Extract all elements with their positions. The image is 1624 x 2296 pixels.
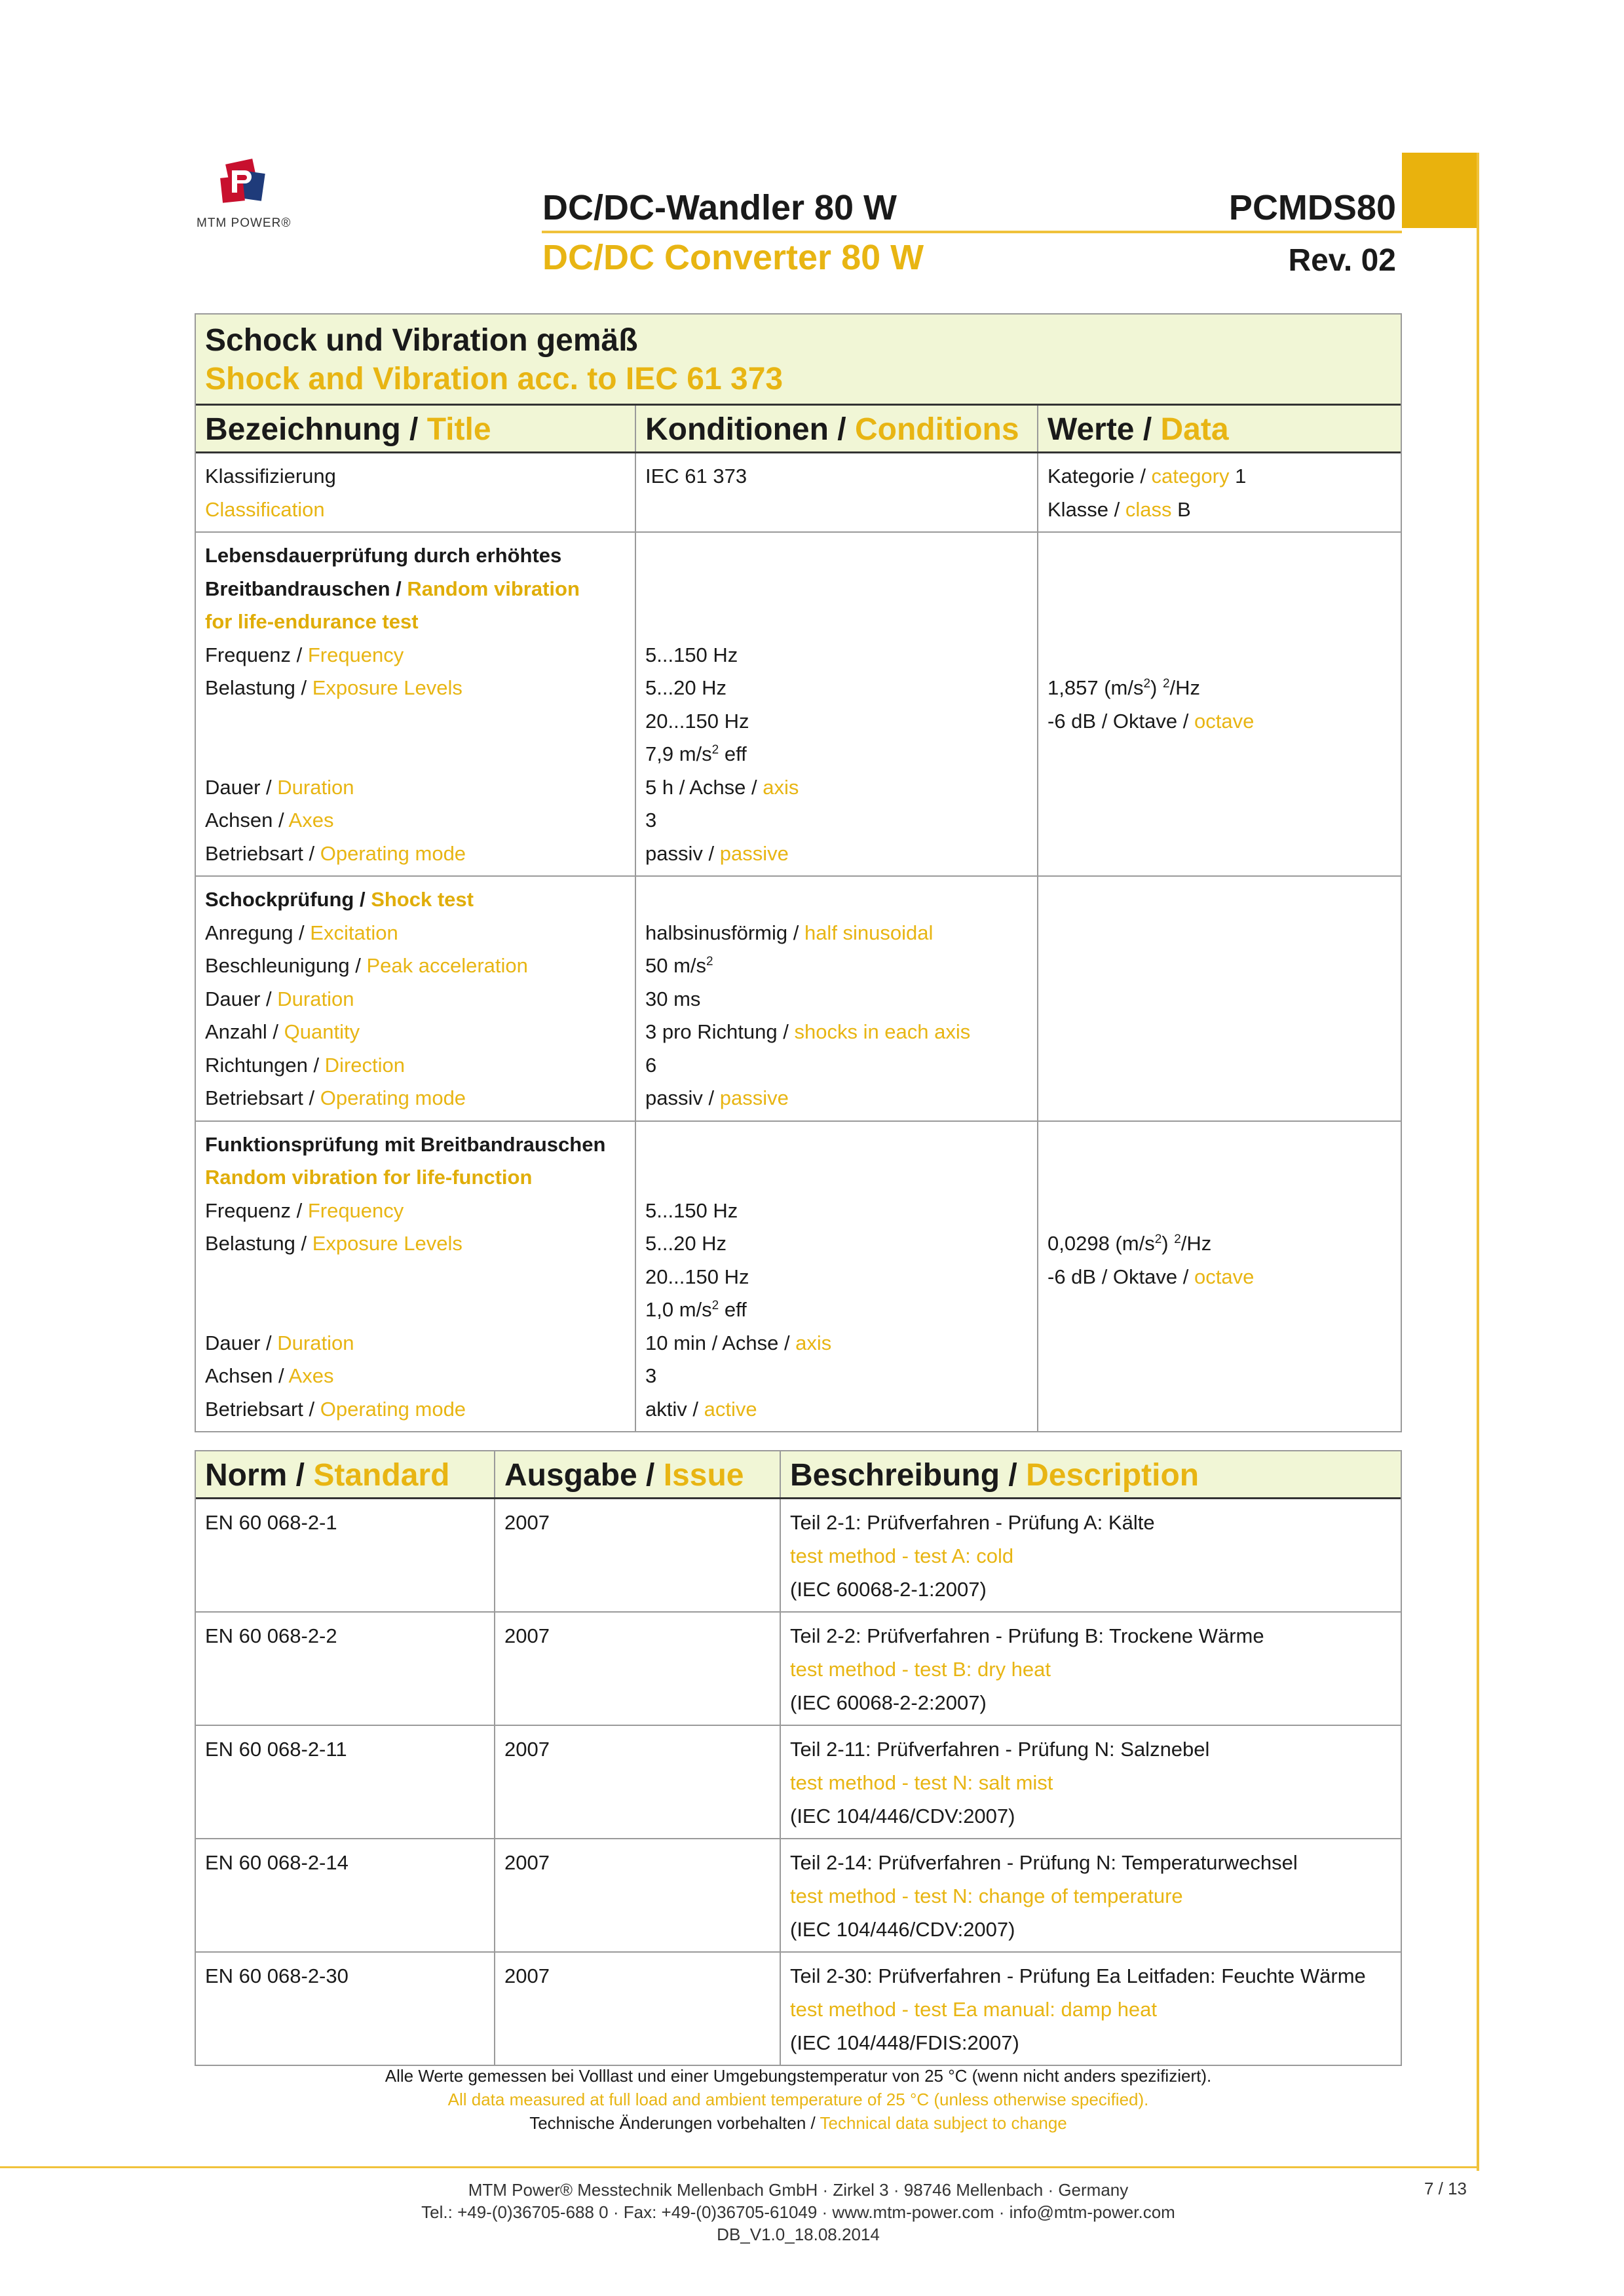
issue-cell: 2007 — [495, 1839, 780, 1952]
revision-label: Rev. 02 — [1288, 243, 1396, 278]
function-test-label-cell: Funktionsprüfung mit Breitbandrauschen Random vibration for life-function Frequenz / Frequency Belastung / Exposure Levels Dauer / Duration Achsen / Axes Betriebsart / Operating mode — [196, 1121, 635, 1432]
issue-cell: 2007 — [495, 1952, 780, 2065]
table-row — [196, 1612, 1401, 1725]
table-row — [196, 1839, 1401, 1952]
footer-company: MTM Power® Messtechnik Mellenbach GmbH · Zirkel 3 · 98746 Mellenbach · Germany — [468, 2180, 1129, 2200]
product-code: PCMDS80 — [1228, 188, 1396, 227]
page-number: 7 / 13 — [1424, 2179, 1467, 2198]
table-row — [196, 1499, 1401, 1613]
shock-test-data-cell — [1038, 876, 1401, 1121]
section-heading-de: Schock und Vibration gemäß — [205, 323, 638, 358]
section-heading — [196, 315, 1401, 406]
right-margin-rule — [1477, 153, 1479, 2171]
function-test-data-cell: 0,0298 $(m/s^2)$ $^2$/Hz -6 dB / Oktave / octave — [1038, 1121, 1401, 1432]
description-cell: Teil 2-14: Prüfverfahren - Prüfung N: Temperaturwechsel test method - test N: change of temperature (IEC 104/446/CDV:2007) — [780, 1839, 1401, 1952]
random-vibration-label-cell: Lebensdauerprüfung durch erhöhtes Breitbandrauschen / Random vibration for life-endurance test Frequenz / Frequency Belastung / Exposure Levels Dauer / Duration Achsen / Axes Betriebsart / Operating mode — [196, 532, 635, 876]
norm-cell: EN 60 068-2-30 — [196, 1952, 495, 2065]
company-logo — [197, 151, 314, 236]
issue-cell: 2007 — [495, 1612, 780, 1725]
column-data: Werte / Data — [1038, 406, 1401, 453]
footnote-line-en: All data measured at full load and ambient temperature of 25 °C (unless otherwise specified). — [447, 2090, 1149, 2109]
logo-text: MTM POWER® — [197, 216, 292, 230]
table-row — [196, 1952, 1401, 2065]
issue-cell: 2007 — [495, 1725, 780, 1839]
issue-cell: 2007 — [495, 1499, 780, 1613]
footer-doc-version: DB_V1.0_18.08.2014 — [717, 2225, 880, 2244]
random-vibration-data-cell: 1,857 $(m/s^2)$ $^2$/Hz -6 dB / Oktave / octave — [1038, 532, 1401, 876]
description-cell: Teil 2-11: Prüfverfahren - Prüfung N: Salznebel test method - test N: salt mist (IEC 104/446/CDV:2007) — [780, 1725, 1401, 1839]
standards-table — [195, 1450, 1402, 2066]
document-title-de: DC/DC-Wandler 80 W — [542, 188, 897, 227]
footer-rule — [0, 2166, 1479, 2168]
footnote-change-notice: Technische Änderungen vorbehalten / Technical data subject to change — [529, 2113, 1067, 2133]
table-row-shock-test — [196, 876, 1401, 1121]
mtm-logo-icon — [216, 157, 269, 210]
description-cell: Teil 2-2: Prüfverfahren - Prüfung B: Trockene Wärme test method - test B: dry heat (IEC 60068-2-2:2007) — [780, 1612, 1401, 1725]
shock-vibration-table — [195, 313, 1402, 1432]
gold-corner-block — [1402, 153, 1479, 228]
table-row-function-test — [196, 1121, 1401, 1432]
norm-cell: EN 60 068-2-14 — [196, 1839, 495, 1952]
page-footer — [195, 2179, 1402, 2246]
footer-contact: Tel.: +49-(0)36705-688 0 · Fax: +49-(0)36705-61049 · www.mtm-power.com · info@mtm-power.com — [421, 2202, 1175, 2222]
footnote — [195, 2064, 1402, 2135]
shock-test-label-cell: Schockprüfung / Shock test Anregung / Excitation Beschleunigung / Peak acceleration Dauer / Duration Anzahl / Quantity Richtungen / Direction Betriebsart / Operating mode — [196, 876, 635, 1121]
document-title-en: DC/DC Converter 80 W — [542, 238, 924, 277]
table-row-classification — [196, 453, 1401, 533]
classification-data-cell: Kategorie / category 1 Klasse / class B — [1048, 465, 1247, 521]
description-cell: Teil 2-1: Prüfverfahren - Prüfung A: Kälte test method - test A: cold (IEC 60068-2-1:2007) — [790, 1511, 1155, 1601]
column-issue: Ausgabe / Issue — [495, 1451, 780, 1499]
column-norm: Norm / Standard — [196, 1451, 495, 1499]
column-title: Bezeichnung / Title — [196, 406, 635, 453]
table-row-random-vibration — [196, 532, 1401, 876]
norm-cell: EN 60 068-2-11 — [196, 1725, 495, 1839]
column-header-row — [196, 1451, 1401, 1499]
norm-cell: EN 60 068-2-2 — [196, 1612, 495, 1725]
column-conditions: Konditionen / Conditions — [635, 406, 1038, 453]
classification-label-cell: Klassifizierung Classification — [196, 453, 635, 533]
title-underline — [542, 231, 1402, 233]
section-heading-en: Shock and Vibration acc. to IEC 61 373 — [205, 362, 784, 396]
description-cell: Teil 2-30: Prüfverfahren - Prüfung Ea Leitfaden: Feuchte Wärme test method - test Ea manual: damp heat (IEC 104/448/FDIS:2007) — [780, 1952, 1401, 2065]
classification-condition-cell: IEC 61 373 — [635, 453, 1038, 533]
column-header-row — [196, 406, 1401, 453]
table-row — [196, 1725, 1401, 1839]
column-description: Beschreibung / Description — [780, 1451, 1401, 1499]
function-test-condition-cell: 5...150 Hz 5...20 Hz 20...150 Hz 1,0 $m/s^2$ eff 10 min / Achse / axis 3 aktiv / active — [635, 1121, 1038, 1432]
footnote-line-de: Alle Werte gemessen bei Volllast und einer Umgebungstemperatur von 25 °C (wenn nicht anders spezifiziert). — [385, 2066, 1212, 2086]
shock-test-condition-cell: halbsinusförmig / half sinusoidal 50 $m/s^2$ 30 ms 3 pro Richtung / shocks in each axis 6 passiv / passive — [635, 876, 1038, 1121]
random-vibration-condition-cell: 5...150 Hz 5...20 Hz 20...150 Hz 7,9 $m/s^2$ eff 5 h / Achse / axis 3 passiv / passive — [635, 532, 1038, 876]
norm-cell: EN 60 068-2-1 — [196, 1499, 495, 1613]
